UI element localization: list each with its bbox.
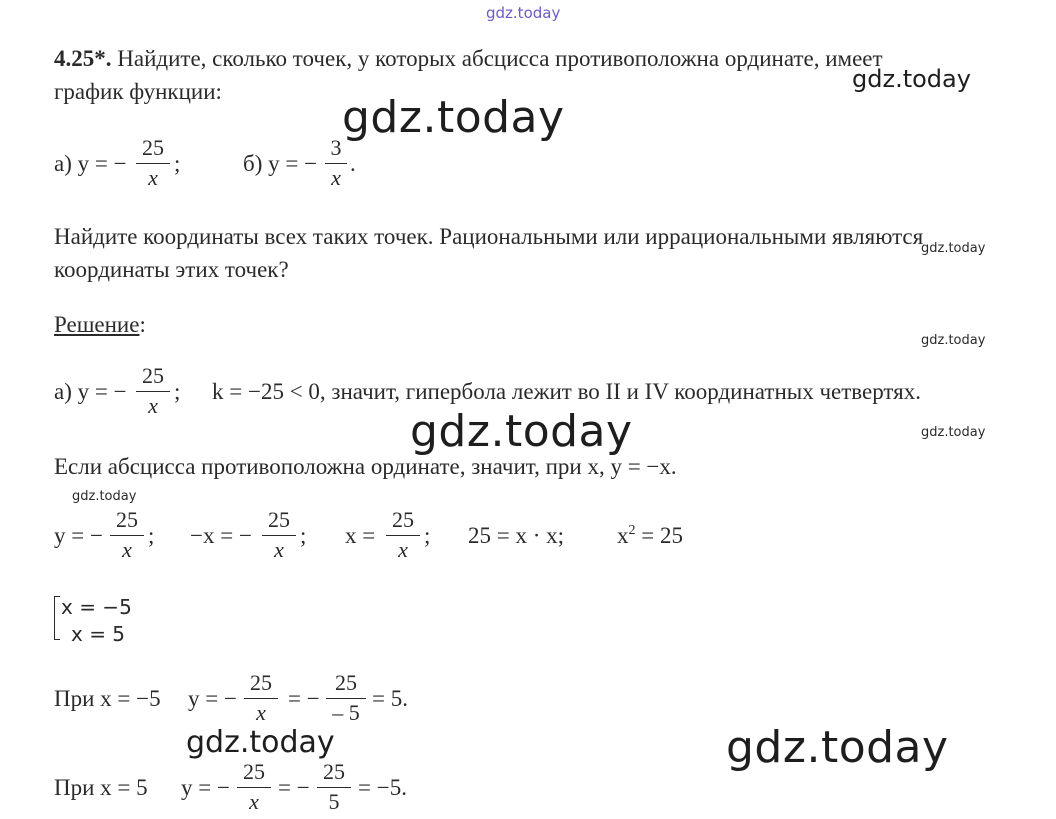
eq2-prefix: −x = −	[190, 523, 252, 548]
eq3-prefix: x =	[345, 523, 376, 548]
fraction-denominator: x	[398, 537, 408, 563]
case1-prefix: При x = −5	[54, 686, 161, 711]
solution-a-text: k = −25 < 0, значит, гипербола лежит во II и IV координатных четвертях.	[212, 379, 921, 404]
fraction-bar	[262, 535, 296, 536]
watermark: gdz.today	[921, 425, 986, 440]
eq1-prefix: y = −	[54, 523, 103, 548]
problem-number: 4.25*.	[54, 46, 112, 71]
case2-mid: = −	[278, 775, 310, 800]
problem-question-2: координаты этих точек?	[54, 257, 289, 282]
eq2-semicolon: ;	[300, 523, 307, 548]
eq5-base: x	[617, 523, 629, 548]
fraction-numerator: 25	[323, 759, 345, 784]
watermark: gdz.today	[186, 725, 335, 760]
fraction-bar	[237, 787, 271, 788]
fraction-denominator: – 5	[332, 700, 360, 726]
solution-heading-text: Решение	[54, 312, 140, 337]
case2-y: y = −	[181, 775, 230, 800]
case2-fraction-1	[237, 761, 271, 813]
fraction-denominator: x	[274, 537, 284, 563]
eq5-rest: = 25	[635, 523, 683, 548]
eq1-semicolon: ;	[148, 523, 155, 548]
watermark: gdz.today	[342, 92, 565, 143]
roots-bracket	[54, 596, 60, 640]
case2-prefix: При x = 5	[54, 775, 148, 800]
solution-a-fraction	[136, 365, 170, 417]
solution-condition: Если абсцисса противоположна ординате, значит, при x, y = −x.	[54, 454, 677, 479]
fraction-bar	[244, 698, 278, 699]
fraction-denominator: x	[122, 537, 132, 563]
problem-part-a-semicolon: ;	[174, 151, 181, 176]
eq4: 25 = x · x;	[468, 523, 565, 548]
root-2: x = 5	[71, 622, 126, 646]
fraction-denominator: x	[249, 789, 259, 815]
problem-text: Найдите, сколько точек, у которых абсцисса противоположна ординате, имеет	[117, 46, 883, 71]
fraction-bar	[317, 787, 351, 788]
case1-fraction-1	[244, 672, 278, 724]
watermark: gdz.today	[921, 333, 986, 348]
problem-part-b-dot: .	[350, 151, 356, 176]
eq2-fraction	[262, 509, 296, 561]
root-1: x = −5	[61, 595, 132, 619]
fraction-numerator: 25	[392, 507, 414, 532]
problem-part-a-fraction	[136, 137, 170, 189]
eq5	[617, 524, 683, 547]
case1-fraction-2	[326, 672, 366, 724]
watermark: gdz.today	[921, 241, 986, 256]
fraction-denominator: x	[256, 700, 266, 726]
fraction-bar	[136, 163, 170, 164]
fraction-numerator: 3	[330, 135, 342, 160]
fraction-bar	[136, 391, 170, 392]
fraction-bar	[110, 535, 144, 536]
eq3-semicolon: ;	[424, 523, 431, 548]
eq3-fraction	[386, 509, 420, 561]
case1-end: = 5.	[372, 686, 408, 711]
fraction-numerator: 25	[116, 507, 138, 532]
fraction-numerator: 25	[335, 670, 357, 695]
fraction-bar	[326, 698, 366, 699]
fraction-bar	[325, 163, 347, 164]
watermark: gdz.today	[72, 489, 137, 504]
fraction-denominator: x	[148, 165, 158, 191]
watermark: gdz.today	[726, 722, 949, 773]
fraction-denominator: x	[148, 393, 158, 419]
fraction-numerator: 25	[243, 759, 265, 784]
solution-heading	[54, 313, 146, 336]
solution-a-prefix: а) y = −	[54, 379, 127, 404]
case2-end: = −5.	[358, 775, 407, 800]
problem-line-2: график функции:	[54, 79, 222, 104]
fraction-denominator: x	[331, 165, 341, 191]
watermark: gdz.today	[852, 65, 971, 93]
problem-question-1: Найдите координаты всех таких точек. Рациональными или иррациональными являются	[54, 224, 924, 249]
eq5-exponent: 2	[628, 523, 636, 538]
fraction-numerator: 25	[250, 670, 272, 695]
fraction-denominator: 5	[328, 789, 340, 815]
solution-heading-colon: :	[139, 312, 146, 337]
problem-part-a-prefix: а) y = −	[54, 151, 127, 176]
case2-fraction-2	[317, 761, 351, 813]
solution-a-semicolon: ;	[174, 379, 181, 404]
watermark-top: gdz.today	[486, 4, 561, 22]
fraction-numerator: 25	[268, 507, 290, 532]
case1-mid: = −	[288, 686, 320, 711]
problem-line-1	[54, 47, 883, 70]
fraction-bar	[386, 535, 420, 536]
fraction-numerator: 25	[142, 135, 164, 160]
problem-part-b-prefix: б) y = −	[243, 151, 318, 176]
problem-part-b-fraction	[325, 137, 347, 189]
fraction-numerator: 25	[142, 363, 164, 388]
eq1-fraction	[110, 509, 144, 561]
watermark: gdz.today	[410, 406, 633, 457]
case1-y: y = −	[188, 686, 237, 711]
